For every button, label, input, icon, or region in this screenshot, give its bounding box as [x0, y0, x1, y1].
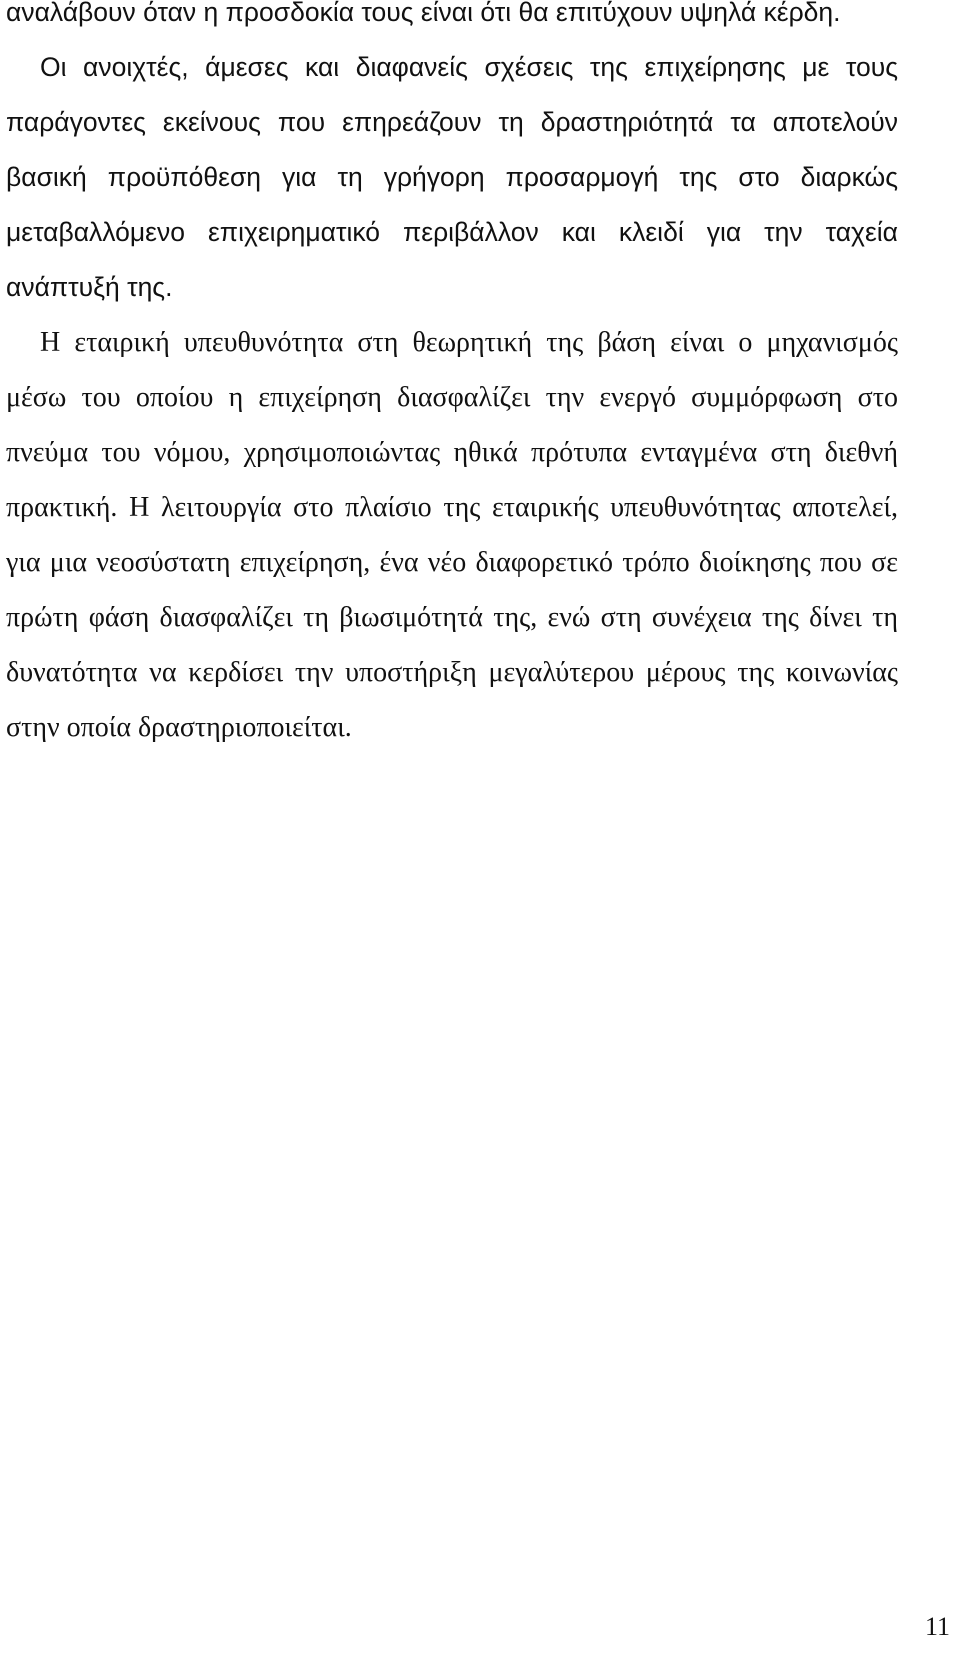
page-number: 11: [924, 1612, 950, 1641]
paragraph-3: Η εταιρική υπευθυνότητα στη θεωρητική της βάση είναι ο μηχανισμός μέσω του οποίου η επιχείρηση διασφαλίζει την ενεργό συμμόρφωση στο πνεύμα του νόμου, χρησιμοποιώντας ηθικά πρότυπα ενταγμένα στη διεθνή πρακτική. Η λειτουργία στο πλαίσιο της εταιρικής υπευθυνότητας αποτελεί, για μια νεοσύστατη επιχείρηση, ένα νέο διαφορετικό τρόπο διοίκησης που σε πρώτη φάση διασφαλίζει τη βιωσιμότητά της, ενώ στη συνέχεια της δίνει τη δυνατότητα να κερδίσει την υποστήριξη μεγαλύτερου μέρους της κοινωνίας στην οποία δραστηριοποιείται.: [6, 327, 898, 743]
paragraph-2: Οι ανοιχτές, άμεσες και διαφανείς σχέσεις της επιχείρησης με τους παράγοντες εκείνους που επηρεάζουν τη δραστηριότητά τα αποτελούν βασική προϋπόθεση για τη γρήγορη προσαρμογή της στο διαρκώς μεταβαλλόμενο επιχειρηματικό περιβάλλον και κλειδί για την ταχεία ανάπτυξή της.: [6, 52, 898, 302]
body-text: [6, 0, 898, 755]
paragraph-1: αναλάβουν όταν η προσδοκία τους είναι ότι θα επιτύχουν υψηλά κέρδη.: [6, 0, 841, 27]
